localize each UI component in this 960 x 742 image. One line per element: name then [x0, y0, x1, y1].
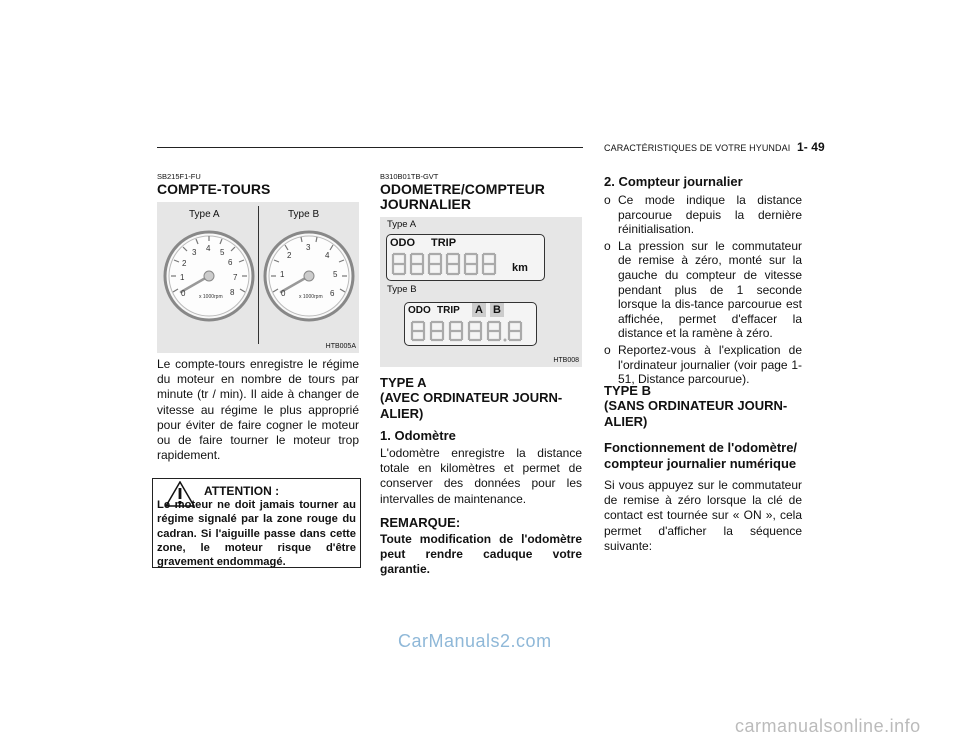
- gauge-b-tick-1: 1: [280, 270, 285, 279]
- figure-code-tachometer: HTB005A: [325, 343, 356, 350]
- warning-title: ATTENTION :: [204, 484, 280, 498]
- gauge-a-tick-5: 5: [220, 248, 225, 257]
- tachometer-figure: [157, 202, 359, 353]
- type-b-label: Type B: [288, 209, 320, 220]
- odometer-figure: [380, 217, 582, 367]
- gauge-b: [263, 230, 355, 322]
- lcd-a-unit: km: [512, 262, 528, 274]
- gauge-a-tick-8: 8: [230, 288, 235, 297]
- section-title: CARACTÉRISTIQUES DE VOTRE HYUNDAI: [604, 143, 791, 153]
- gauge-a-tick-7: 7: [233, 273, 238, 282]
- remarque-text: Toute modification de l'odomètre peut rendre caduque votre garantie.: [380, 532, 582, 576]
- type-b-subheading: (SANS ORDINATEUR JOURN-ALIER): [604, 398, 788, 429]
- header-rule: [157, 147, 583, 148]
- lcd-a-digits: [390, 252, 502, 276]
- gauge-a-tick-1: 1: [180, 273, 185, 282]
- gauge-b-tick-2: 2: [287, 251, 292, 260]
- warning-box: [152, 478, 361, 568]
- lcd-a-odo: ODO: [390, 237, 416, 249]
- type-a-heading: TYPE A: [380, 375, 427, 390]
- gauge-a-tick-3: 3: [192, 248, 197, 257]
- gauge-a-tick-2: 2: [182, 259, 187, 268]
- odometre-heading: 1. Odomètre: [380, 428, 456, 443]
- lcd-type-b-label: Type B: [387, 284, 417, 295]
- tachometer-description: Le compte-tours enregistre le régime du moteur en nombre de tours par minute (tr / min). Il aide à changer de vitesse au régime le plus approprié pour éviter de faire cogner le moteur ou de faire tourner le moteur trop rapidement.: [157, 357, 359, 463]
- figure-code-odometer: HTB008: [553, 357, 579, 364]
- type-a-subheading: (AVEC ORDINATEUR JOURN-ALIER): [380, 390, 563, 421]
- func-heading: Fonctionnement de l'odomètre/ compteur journalier numérique: [604, 440, 798, 471]
- trip-bullet-3: o Reportez-vous à l'explication de l'ordinateur journalier (voir page 1-51, Distance parcourue).: [604, 343, 802, 387]
- lcd-b-trip-b: B: [490, 303, 504, 317]
- site-watermark: carmanualsonline.info: [735, 716, 921, 736]
- odometer-title-line1: ODOMETRE/COMPTEUR: [380, 181, 545, 197]
- odometre-text: L'odomètre enregistre la distance totale en kilomètres et permet de conserver des données pour les intervalles de maintenance.: [380, 446, 582, 506]
- page-header: [604, 140, 825, 154]
- lcd-a-trip: TRIP: [431, 237, 457, 249]
- gauge-b-tick-0: 0: [281, 289, 286, 298]
- figure-divider: [258, 206, 259, 344]
- func-text: Si vous appuyez sur le commutateur de remise à zéro lorsque la clé de contact est tournée sur « ON », cela permet d'afficher la séquence suivante:: [604, 478, 802, 553]
- gauge-a: [163, 230, 255, 322]
- watermark-link[interactable]: CarManuals2.com: [398, 631, 552, 651]
- trip-bullet-2: o La pression sur le commutateur de remise à zéro, monté sur la gauche du compteur de vitesse pendant plus de 1 seconde lorsque la dis-tance parcourue est affichée, permet d'effacer la distance et la ramène à zéro.: [604, 239, 802, 341]
- gauge-b-tick-6: 6: [330, 289, 335, 298]
- type-a-label: Type A: [189, 209, 220, 220]
- gauge-a-tick-4: 4: [206, 244, 211, 253]
- trip-heading: 2. Compteur journalier: [604, 174, 743, 189]
- gauge-b-tick-3: 3: [306, 243, 311, 252]
- lcd-type-b: [404, 302, 537, 346]
- lcd-type-a-label: Type A: [387, 219, 417, 230]
- lcd-b-digits: [409, 320, 531, 342]
- gauge-b-unit: x 1000rpm: [299, 294, 323, 300]
- remarque-title: REMARQUE:: [380, 515, 461, 530]
- gauge-b-tick-5: 5: [333, 270, 338, 279]
- section-title-tachometer: COMPTE-TOURS: [157, 181, 271, 197]
- lcd-type-a: [386, 234, 545, 281]
- gauge-a-tick-6: 6: [228, 258, 233, 267]
- section-code: SB215F1-FU: [157, 172, 201, 181]
- page-number: 1- 49: [796, 140, 825, 154]
- warning-text: Le moteur ne doit jamais tourner au régime signalé par la zone rouge du cadran. Si l'aiguille passe dans cette zone, le moteur risque d'être gravement endommagé.: [157, 499, 356, 569]
- lcd-b-trip-a: A: [472, 303, 486, 317]
- type-b-heading: TYPE B: [604, 383, 651, 398]
- odometer-title-line2: JOURNALIER: [380, 196, 472, 212]
- lcd-b-trip: TRIP: [437, 305, 460, 316]
- section-code-odometer: B310B01TB-GVT: [380, 172, 439, 181]
- trip-bullets: [604, 193, 802, 387]
- gauge-a-unit: x 1000rpm: [199, 294, 223, 300]
- lcd-b-odo: ODO: [408, 305, 431, 316]
- gauge-a-tick-0: 0: [181, 289, 186, 298]
- gauge-b-tick-4: 4: [325, 251, 330, 260]
- trip-bullet-1: o Ce mode indique la distance parcourue depuis la dernière réinitialisation.: [604, 193, 802, 237]
